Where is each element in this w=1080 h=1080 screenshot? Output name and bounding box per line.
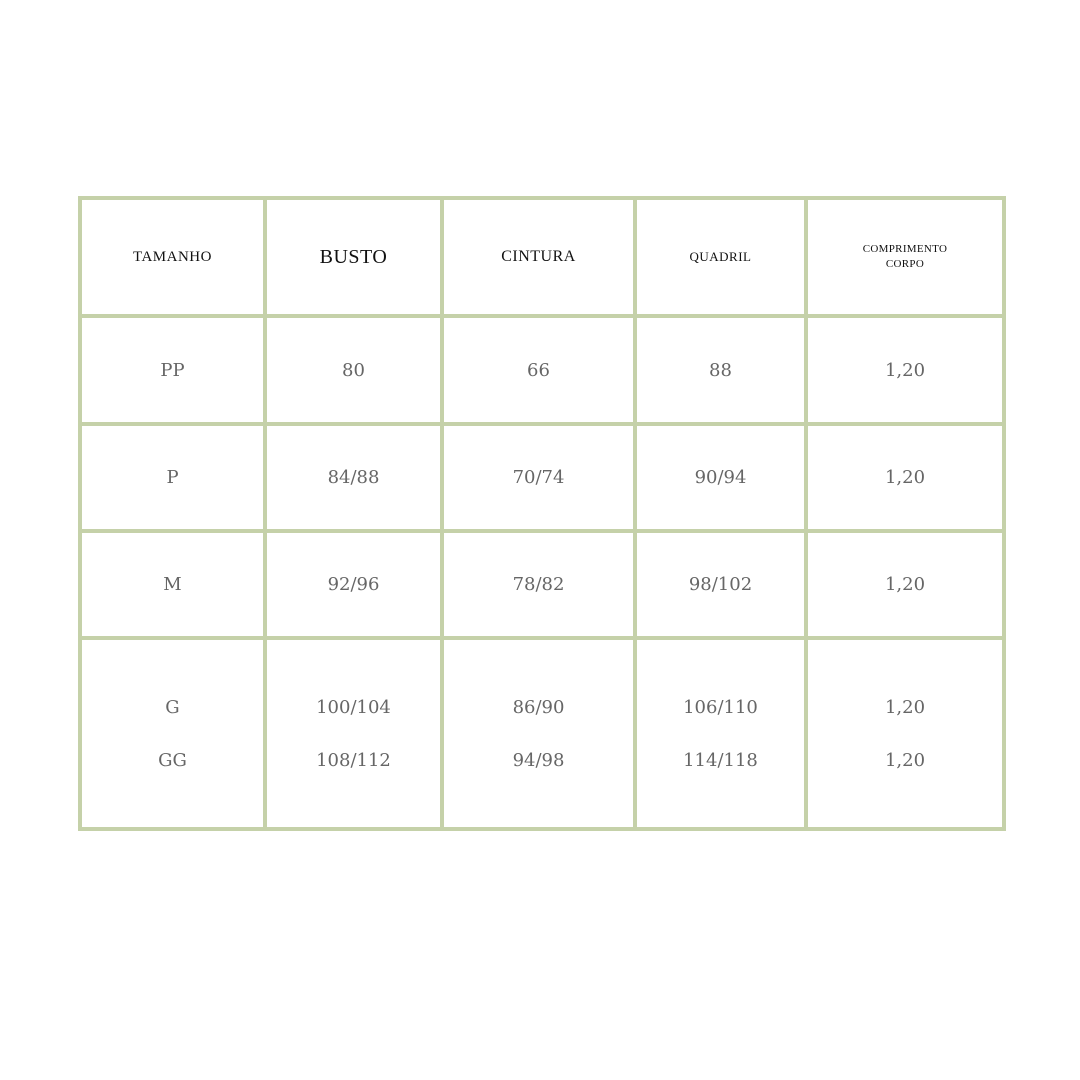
cell-busto bbox=[265, 638, 442, 829]
header-comprimento-line1: COMPRIMENTO bbox=[862, 243, 948, 255]
value-gg: 94/98 bbox=[512, 749, 565, 771]
header-comprimento-corpo bbox=[806, 198, 1004, 316]
cell-busto: 92/96 bbox=[265, 531, 442, 638]
cell-tamanho: PP bbox=[80, 316, 265, 424]
cell-tamanho: P bbox=[80, 424, 265, 531]
cell-comprimento: 1,20 bbox=[806, 424, 1004, 531]
cell-busto: 84/88 bbox=[265, 424, 442, 531]
value-g: 1,20 bbox=[884, 696, 926, 718]
header-cintura: CINTURA bbox=[442, 198, 635, 316]
header-row bbox=[80, 198, 1004, 316]
cell-busto: 80 bbox=[265, 316, 442, 424]
table-row-m bbox=[80, 531, 1004, 638]
table-row-g-gg bbox=[80, 638, 1004, 829]
cell-comprimento bbox=[806, 638, 1004, 829]
header-tamanho: TAMANHO bbox=[80, 198, 265, 316]
cell-quadril bbox=[635, 638, 806, 829]
value-gg: 114/118 bbox=[683, 749, 758, 771]
value-gg: GG bbox=[158, 749, 187, 771]
cell-quadril: 88 bbox=[635, 316, 806, 424]
header-comprimento-line2: CORPO bbox=[885, 258, 925, 270]
cell-tamanho: M bbox=[80, 531, 265, 638]
value-gg: 1,20 bbox=[884, 749, 926, 771]
cell-comprimento: 1,20 bbox=[806, 531, 1004, 638]
cell-cintura bbox=[442, 638, 635, 829]
value-g: 100/104 bbox=[316, 696, 391, 718]
size-chart-table bbox=[78, 196, 1006, 831]
cell-cintura: 66 bbox=[442, 316, 635, 424]
header-busto: BUSTO bbox=[265, 198, 442, 316]
table-row-pp bbox=[80, 316, 1004, 424]
cell-tamanho bbox=[80, 638, 265, 829]
table-row-p bbox=[80, 424, 1004, 531]
cell-quadril: 90/94 bbox=[635, 424, 806, 531]
header-quadril: QUADRIL bbox=[635, 198, 806, 316]
cell-comprimento: 1,20 bbox=[806, 316, 1004, 424]
value-g: 86/90 bbox=[512, 696, 565, 718]
cell-cintura: 78/82 bbox=[442, 531, 635, 638]
cell-quadril: 98/102 bbox=[635, 531, 806, 638]
value-g: 106/110 bbox=[683, 696, 758, 718]
value-gg: 108/112 bbox=[316, 749, 391, 771]
value-g: G bbox=[165, 696, 180, 718]
cell-cintura: 70/74 bbox=[442, 424, 635, 531]
